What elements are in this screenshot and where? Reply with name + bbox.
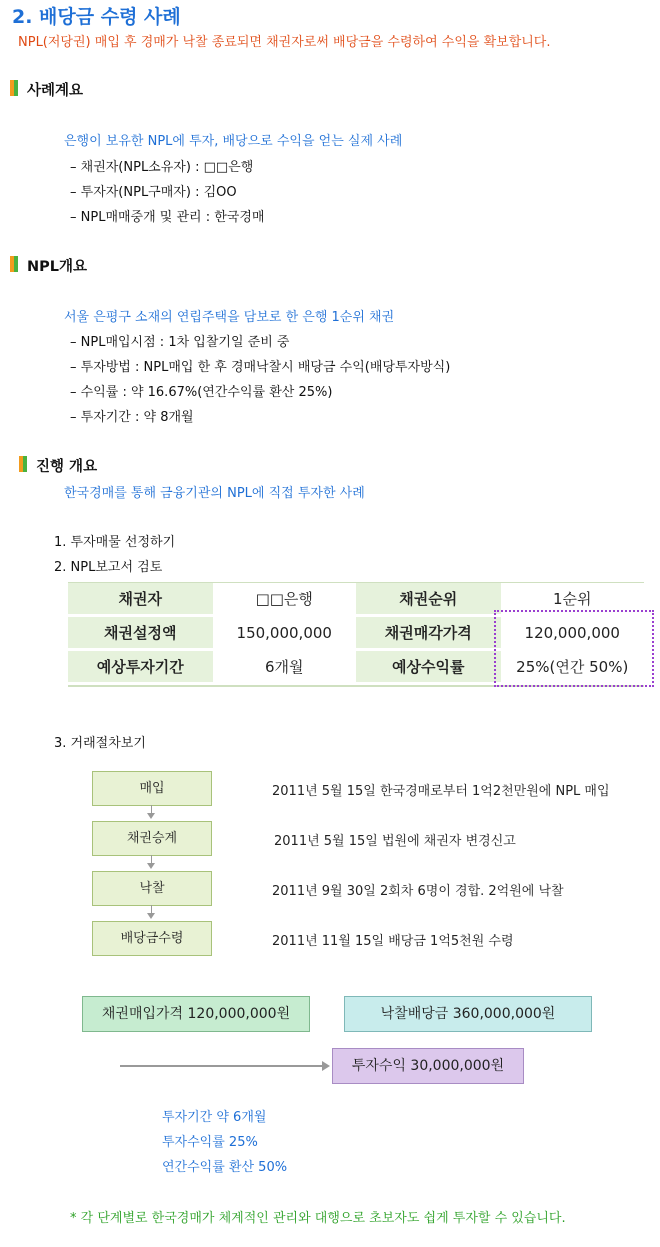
npl-item: – NPL매입시점 : 1차 입찰기일 준비 중 xyxy=(70,335,290,350)
flow-step-box: 채권승계 xyxy=(92,821,212,856)
case-item: – NPL매매중개 및 관리 : 한국경매 xyxy=(70,210,265,225)
table-cell: 채권자 xyxy=(68,583,213,616)
table-cell: 채권매각가격 xyxy=(356,616,501,650)
flow-step-box: 낙찰 xyxy=(92,871,212,906)
flow-step-box: 배당금수령 xyxy=(92,921,212,956)
page-title: 2. 배당금 수령 사례 xyxy=(12,6,181,28)
flow-step-desc: 2011년 11월 15일 배당금 1억5천원 수령 xyxy=(272,934,514,949)
table-cell: 1순위 xyxy=(501,583,645,616)
table-cell: 150,000,000 xyxy=(213,616,356,650)
highlight-box xyxy=(494,610,654,687)
progress-step-1: 1. 투자매물 선정하기 xyxy=(54,535,176,550)
case-item: – 투자자(NPL구매자) : 김OO xyxy=(70,185,237,200)
footer-note: * 각 단계별로 한국경매가 체계적인 관리와 대행으로 초보자도 쉽게 투자할 수 있습니다. xyxy=(70,1211,566,1226)
section-marker-icon xyxy=(19,456,27,472)
table-cell: 채권순위 xyxy=(356,583,501,616)
progress-step-3: 3. 거래절차보기 xyxy=(54,736,146,751)
progress-lead: 한국경매를 통해 금융기관의 NPL에 직접 투자한 사례 xyxy=(64,486,365,501)
profit-box: 투자수익 30,000,000원 xyxy=(332,1048,524,1084)
table-cell: □□은행 xyxy=(213,583,356,616)
flow-step-desc: 2011년 5월 15일 한국경매로부터 1억2천만원에 NPL 매입 xyxy=(272,784,610,799)
flow-step-desc: 2011년 5월 15일 법원에 채권자 변경신고 xyxy=(274,834,516,849)
page-subtitle: NPL(저당권) 매입 후 경매가 낙찰 종료되면 채권자로써 배당금을 수령하여 수익을 확보합니다. xyxy=(18,35,551,50)
section-marker-icon xyxy=(10,80,18,96)
stat-return: 투자수익률 25% xyxy=(162,1135,258,1150)
section-heading-case: 사례계요 xyxy=(27,79,83,100)
down-arrow-icon xyxy=(147,913,155,919)
npl-item: – 투자방법 : NPL매입 한 후 경매낙찰시 배당금 수익(배당투자방식) xyxy=(70,360,451,375)
stat-period: 투자기간 약 6개월 xyxy=(162,1110,267,1125)
table-cell: 25%(연간 50%) xyxy=(501,650,645,684)
section-heading-npl: NPL개요 xyxy=(27,255,87,276)
flow-step-box: 매입 xyxy=(92,771,212,806)
npl-lead: 서울 은평구 소재의 연립주택을 담보로 한 은행 1순위 채권 xyxy=(64,310,395,325)
case-item: – 채권자(NPL소유자) : □□은행 xyxy=(70,160,254,175)
progress-step-2: 2. NPL보고서 검토 xyxy=(54,560,163,575)
down-arrow-icon xyxy=(147,813,155,819)
result-arrow-line xyxy=(120,1065,324,1067)
section-heading-progress: 진행 개요 xyxy=(36,455,97,476)
table-cell: 채권설정액 xyxy=(68,616,213,650)
stat-annual-return: 연간수익률 환산 50% xyxy=(162,1160,288,1175)
table-cell: 120,000,000 xyxy=(501,616,645,650)
table-cell: 6개월 xyxy=(213,650,356,684)
table-cell: 예상투자기간 xyxy=(68,650,213,684)
dividend-box: 낙찰배당금 360,000,000원 xyxy=(344,996,592,1032)
section-marker-icon xyxy=(10,256,18,272)
npl-item: – 수익률 : 약 16.67%(연간수익률 환산 25%) xyxy=(70,385,333,400)
purchase-price-box: 채권매입가격 120,000,000원 xyxy=(82,996,310,1032)
case-lead: 은행이 보유한 NPL에 투자, 배당으로 수익을 얻는 실제 사례 xyxy=(64,134,403,149)
flow-step-desc: 2011년 9월 30일 2회차 6명이 경합. 2억원에 낙찰 xyxy=(272,884,564,899)
right-arrow-icon xyxy=(322,1061,330,1071)
down-arrow-icon xyxy=(147,863,155,869)
table-cell: 예상수익률 xyxy=(356,650,501,684)
npl-item: – 투자기간 : 약 8개월 xyxy=(70,410,194,425)
